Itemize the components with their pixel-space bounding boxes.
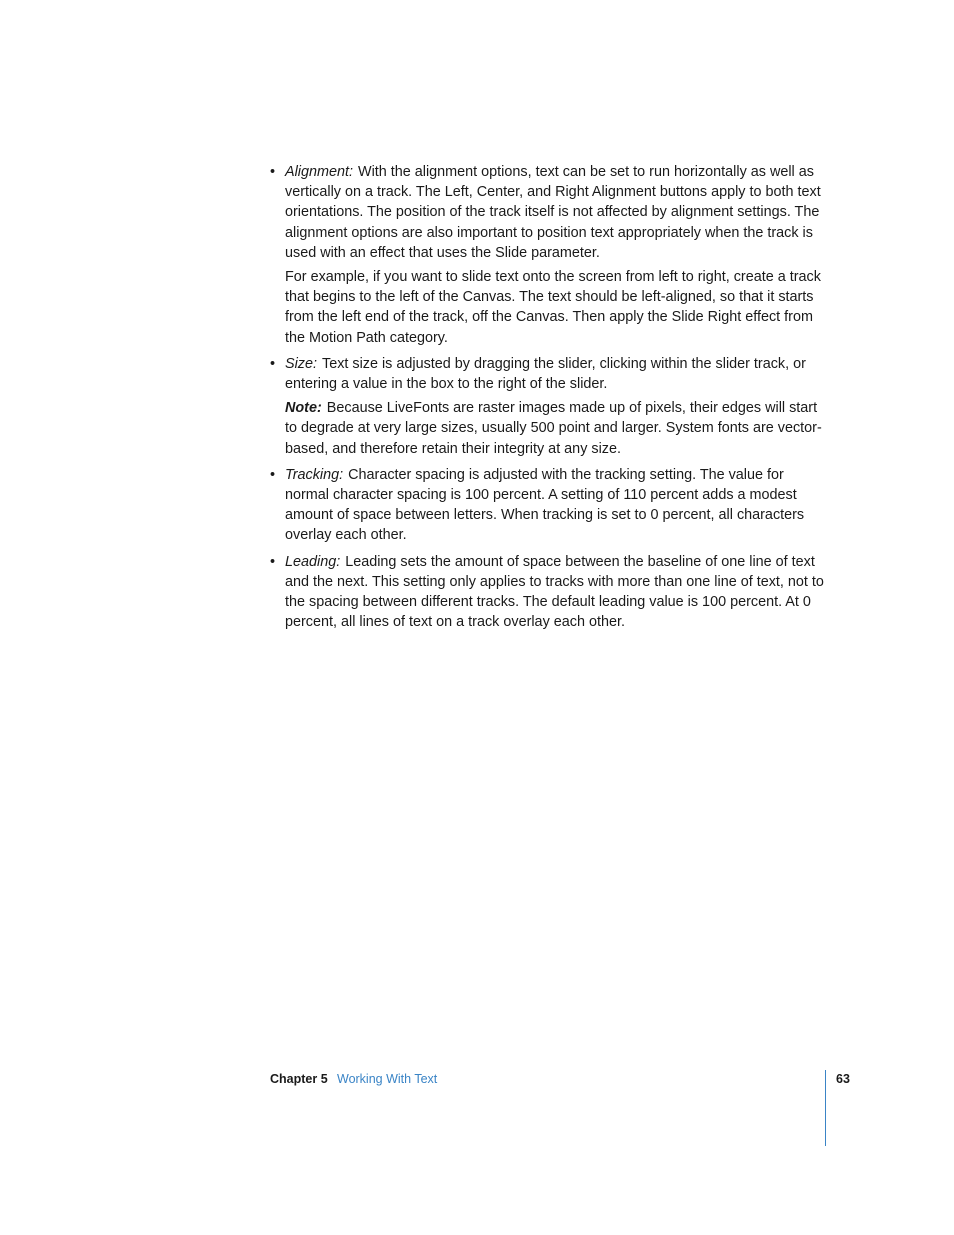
- note-text: Because LiveFonts are raster images made up of pixels, their edges will start to degrade at very large sizes, usually 500 point and larger. System fonts are vector-based, and therefore retain their integrity at any size.: [285, 400, 822, 457]
- bullet: •: [270, 553, 276, 570]
- footer-chapter-title: Working With Text: [337, 1072, 438, 1086]
- list-item-alignment: [270, 162, 826, 348]
- item-followup-paragraph: For example, if you want to slide text onto the screen from left to right, create a track that begins to the left of the Canvas. The text should be left-aligned, so that it starts from the left end of the track, off the Canvas. Then apply the Slide Right effect from the Motion Path category.: [285, 269, 821, 346]
- list-item-size: [270, 354, 826, 459]
- item-paragraph: [285, 552, 826, 633]
- page-body: [270, 162, 826, 638]
- footer-chapter-label: Chapter 5: [270, 1072, 328, 1086]
- item-term: Alignment:: [285, 164, 353, 180]
- item-text: With the alignment options, text can be set to run horizontally as well as vertically on a track. The Left, Center, and Right Alignment buttons apply to both text orientations. The position of the track itself is not affected by alignment settings. The alignment options are also important to position text appropriately when the track is used with an effect that uses the Slide parameter.: [285, 164, 821, 261]
- list-item-tracking: [270, 465, 826, 546]
- item-term: Leading:: [285, 553, 341, 570]
- bullet: •: [270, 164, 276, 180]
- note-paragraph: [285, 398, 826, 459]
- item-text: Character spacing is adjusted with the tracking setting. The value for normal character spacing is 100 percent. A setting of 110 percent adds a modest amount of space between letters. When tracking is set to 0 percent, all characters overlay each other.: [285, 466, 805, 544]
- item-paragraph: [285, 465, 826, 546]
- bullet: •: [270, 466, 276, 483]
- item-text: Text size is adjusted by dragging the slider, clicking within the slider track, or entering a value in the box to the right of the slider.: [285, 355, 806, 393]
- footer-divider: [825, 1070, 826, 1146]
- item-paragraph: [285, 354, 826, 394]
- page-number: 63: [836, 1072, 850, 1086]
- item-term: Size:: [285, 355, 317, 372]
- item-text: Leading sets the amount of space between the baseline of one line of text and the next. This setting only applies to tracks with more than one line of text, not to the spacing between different tracks. The default leading value is 100 percent. At 0 percent, all lines of text on a track overlay each other.: [285, 553, 824, 631]
- note-label: Note:: [285, 400, 322, 417]
- item-paragraph: [285, 162, 826, 263]
- list-item-leading: [270, 552, 826, 633]
- item-term: Tracking:: [285, 466, 344, 483]
- bullet: •: [270, 355, 276, 372]
